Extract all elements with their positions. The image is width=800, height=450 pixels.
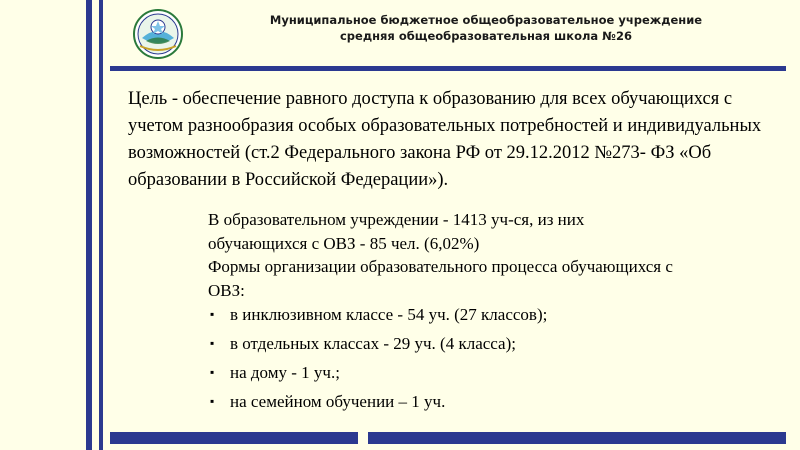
- forms-intro-line-1: Формы организации образовательного процесса обучающихся с: [208, 257, 673, 276]
- square-bullet-icon: ▪: [210, 394, 215, 408]
- school-name: [206, 12, 766, 44]
- list-item: [208, 389, 768, 414]
- square-bullet-icon: ▪: [210, 365, 215, 379]
- list-item: [208, 331, 768, 356]
- header-divider: [110, 66, 786, 71]
- school-emblem-icon: [132, 8, 184, 60]
- forms-bullet-list: [208, 302, 768, 418]
- list-item: [208, 360, 768, 385]
- footer-accent-bar-right: [368, 432, 786, 444]
- statistics-block: [208, 208, 768, 302]
- list-item-label: в отдельных классах - 29 уч. (4 класса);: [230, 334, 516, 353]
- left-accent-bar-outer: [86, 0, 92, 450]
- square-bullet-icon: ▪: [210, 307, 215, 321]
- statistics-line-2: обучающихся с ОВЗ - 85 чел. (6,02%): [208, 233, 480, 253]
- statistics-line-1: В образовательном учреждении - 1413 уч-ся, из них: [208, 210, 585, 229]
- list-item-label: в инклюзивном классе - 54 уч. (27 классов);: [230, 305, 548, 324]
- goal-paragraph: Цель - обеспечение равного доступа к образованию для всех обучающихся с учетом разнообразия особых образовательных потребностей и индивидуальных возможностей (ст.2 Федерального закона РФ от 29.12.2012 №273- ФЗ «Об образовании в Российской Федерации»).: [128, 89, 762, 190]
- slide-header: [110, 4, 790, 66]
- footer-accent-bar-left: [110, 432, 358, 444]
- list-item-label: на дому - 1 уч.;: [230, 363, 340, 382]
- list-item-label: на семейном обучении – 1 уч.: [230, 392, 446, 411]
- list-item: [208, 302, 768, 327]
- left-margin: [0, 0, 86, 450]
- school-name-line1: Муниципальное бюджетное общеобразовательное учреждение: [269, 13, 703, 27]
- left-accent-bar-inner: [99, 0, 103, 450]
- school-name-line2: средняя общеобразовательная школа №26: [339, 29, 633, 43]
- forms-intro-line-2: ОВЗ:: [208, 280, 245, 300]
- square-bullet-icon: ▪: [210, 336, 215, 350]
